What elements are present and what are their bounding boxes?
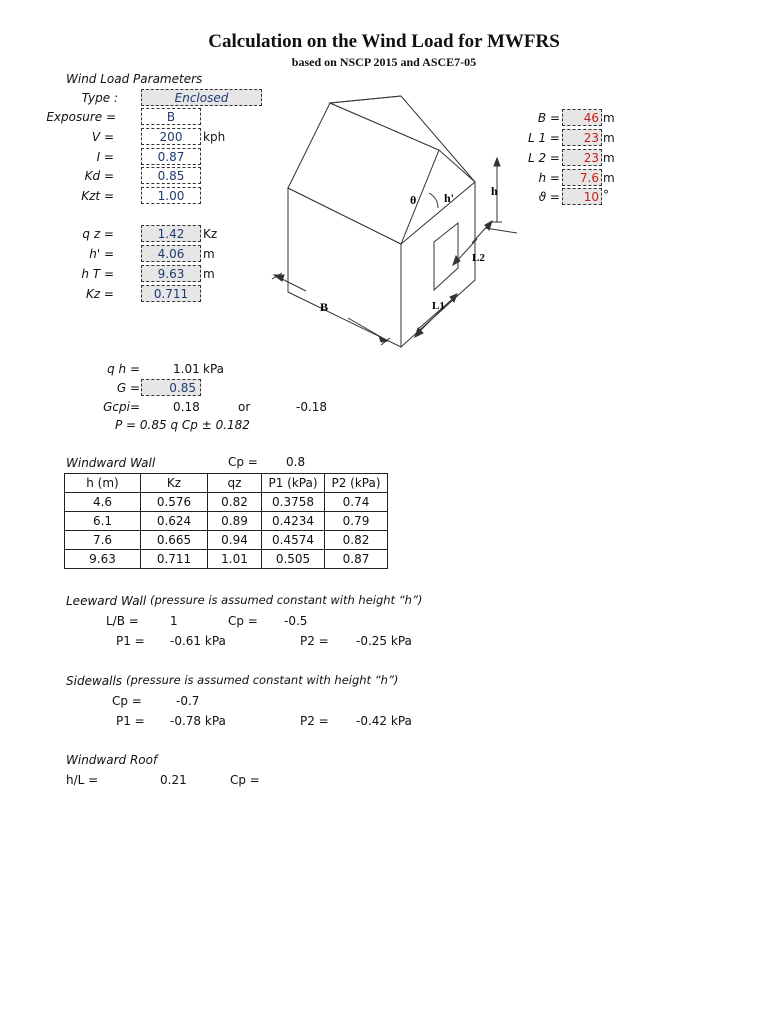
leeward-wall-heading: Leeward Wall <box>66 594 147 608</box>
v-value: 200 <box>141 128 201 145</box>
sidewalls-p2-value: -0.42 kPa <box>356 714 412 728</box>
g-value: 0.85 <box>141 379 201 396</box>
leeward-p2-label: P2 = <box>300 634 329 648</box>
qh-unit: kPa <box>203 362 224 376</box>
h-unit: m <box>603 171 615 185</box>
table-cell: 0.4574 <box>262 531 325 550</box>
table-cell: 0.665 <box>141 531 208 550</box>
table-cell: 9.63 <box>65 550 141 569</box>
kd-value: 0.85 <box>141 167 201 184</box>
sidewalls-p2-label: P2 = <box>300 714 329 728</box>
h-prime-value: 4.06 <box>141 245 201 262</box>
table-cell: 0.94 <box>208 531 262 550</box>
exposure-label: Exposure = <box>46 110 116 124</box>
l1-value: 23 <box>562 129 602 146</box>
gcpi-negative: -0.18 <box>296 400 328 414</box>
table-cell: 0.576 <box>141 493 208 512</box>
table-cell: 0.89 <box>208 512 262 531</box>
g-label: G = <box>116 381 140 395</box>
table-cell: 6.1 <box>65 512 141 531</box>
windward-roof-hl-value: 0.21 <box>160 773 187 787</box>
table-header-row <box>65 474 388 493</box>
sidewalls-p1-label: P1 = <box>116 714 145 728</box>
pressure-formula: P = 0.85 q Cp ± 0.182 <box>115 418 250 432</box>
table-header-cell: P2 (kPa) <box>325 474 388 493</box>
l2-label: L 2 = <box>527 151 560 165</box>
gcpi-or: or <box>238 400 251 414</box>
theta-diagram-label: θ <box>410 193 417 207</box>
ht-label: h T = <box>81 267 114 281</box>
windward-wall-table <box>64 473 388 569</box>
h-label: h = <box>538 171 560 185</box>
sidewalls-cp-label: Cp = <box>112 694 142 708</box>
b-unit: m <box>603 111 615 125</box>
ht-unit: m <box>203 267 215 281</box>
l2-unit: m <box>603 151 615 165</box>
table-row <box>65 512 388 531</box>
theta-value: 10 <box>562 188 602 205</box>
building-diagram <box>260 80 530 360</box>
theta-arc <box>429 193 438 208</box>
table-cell: 0.4234 <box>262 512 325 531</box>
l2-value: 23 <box>562 149 602 166</box>
windward-wall-heading: Windward Wall <box>66 456 156 470</box>
l1-label: L 1 = <box>527 131 560 145</box>
ht-value: 9.63 <box>141 265 201 282</box>
qz-value: 1.42 <box>141 225 201 242</box>
exposure-value: B <box>141 108 201 125</box>
wind-load-parameters-heading: Wind Load Parameters <box>66 72 203 86</box>
windward-cp-label: Cp = <box>228 455 258 469</box>
kd-label: Kd = <box>84 169 114 183</box>
table-header-cell: Kz <box>141 474 208 493</box>
leeward-p2-value: -0.25 kPa <box>356 634 412 648</box>
h-prime-label: h' = <box>89 247 114 261</box>
table-cell: 0.711 <box>141 550 208 569</box>
type-value: Enclosed <box>141 89 262 106</box>
qz-unit: Kz <box>203 227 218 241</box>
h-prime-unit: m <box>203 247 215 261</box>
v-label: V = <box>91 130 114 144</box>
theta-unit: ° <box>603 188 609 202</box>
kz-value: 0.711 <box>141 285 201 302</box>
leeward-lb-label: L/B = <box>106 614 139 628</box>
leeward-wall-note: (pressure is assumed constant with height “h”) <box>150 593 423 607</box>
windward-roof-hl-label: h/L = <box>66 773 99 787</box>
h-diagram-label: h <box>491 184 498 198</box>
h-prime-diagram-label: h' <box>444 191 455 205</box>
table-cell: 0.3758 <box>262 493 325 512</box>
table-header-cell: qz <box>208 474 262 493</box>
leeward-lb-value: 1 <box>170 614 178 628</box>
page-title: Calculation on the Wind Load for MWFRS <box>208 31 560 52</box>
sidewalls-heading: Sidewalls <box>66 674 123 688</box>
b-value: 46 <box>562 109 602 126</box>
table-cell: 0.505 <box>262 550 325 569</box>
leeward-cp-value: -0.5 <box>284 614 308 628</box>
table-header-cell: P1 (kPa) <box>262 474 325 493</box>
v-unit: kph <box>203 130 226 144</box>
table-cell: 0.87 <box>325 550 388 569</box>
table-cell: 0.624 <box>141 512 208 531</box>
qh-value: 1.01 <box>173 362 200 376</box>
table-cell: 0.74 <box>325 493 388 512</box>
leeward-cp-label: Cp = <box>228 614 258 628</box>
theta-label: ϑ = <box>538 190 560 204</box>
windward-roof-heading: Windward Roof <box>66 753 158 767</box>
table-cell: 0.82 <box>208 493 262 512</box>
windward-cp-value: 0.8 <box>286 455 306 469</box>
l2-diagram-label: L2 <box>472 252 485 264</box>
kz-label: Kz = <box>85 287 114 301</box>
windward-roof-cp-label: Cp = <box>230 773 260 787</box>
kzt-value: 1.00 <box>141 187 201 204</box>
leeward-p1-value: -0.61 kPa <box>170 634 226 648</box>
table-cell: 0.79 <box>325 512 388 531</box>
sidewalls-p1-value: -0.78 kPa <box>170 714 226 728</box>
sidewalls-note: (pressure is assumed constant with height “h”) <box>126 673 399 687</box>
b-label: B = <box>537 111 560 125</box>
gcpi-label: Gcpi= <box>103 400 140 414</box>
l1-diagram-label: L1 <box>432 300 445 312</box>
table-cell: 7.6 <box>65 531 141 550</box>
table-row <box>65 531 388 550</box>
h-value: 7.6 <box>562 169 602 186</box>
leeward-p1-label: P1 = <box>116 634 145 648</box>
table-cell: 4.6 <box>65 493 141 512</box>
table-row <box>65 493 388 512</box>
qh-label: q h = <box>107 362 140 376</box>
kzt-label: Kzt = <box>81 189 114 203</box>
table-cell: 0.82 <box>325 531 388 550</box>
sidewalls-cp-value: -0.7 <box>176 694 200 708</box>
table-row <box>65 550 388 569</box>
type-label: Type : <box>81 91 118 105</box>
i-value: 0.87 <box>141 148 201 165</box>
qz-label: q z = <box>82 227 114 241</box>
page-subtitle: based on NSCP 2015 and ASCE7-05 <box>291 55 477 69</box>
table-cell: 1.01 <box>208 550 262 569</box>
i-label: I = <box>96 150 114 164</box>
b-diagram-label: B <box>320 300 329 314</box>
l1-unit: m <box>603 131 615 145</box>
gcpi-positive: 0.18 <box>173 400 200 414</box>
table-header-cell: h (m) <box>65 474 141 493</box>
